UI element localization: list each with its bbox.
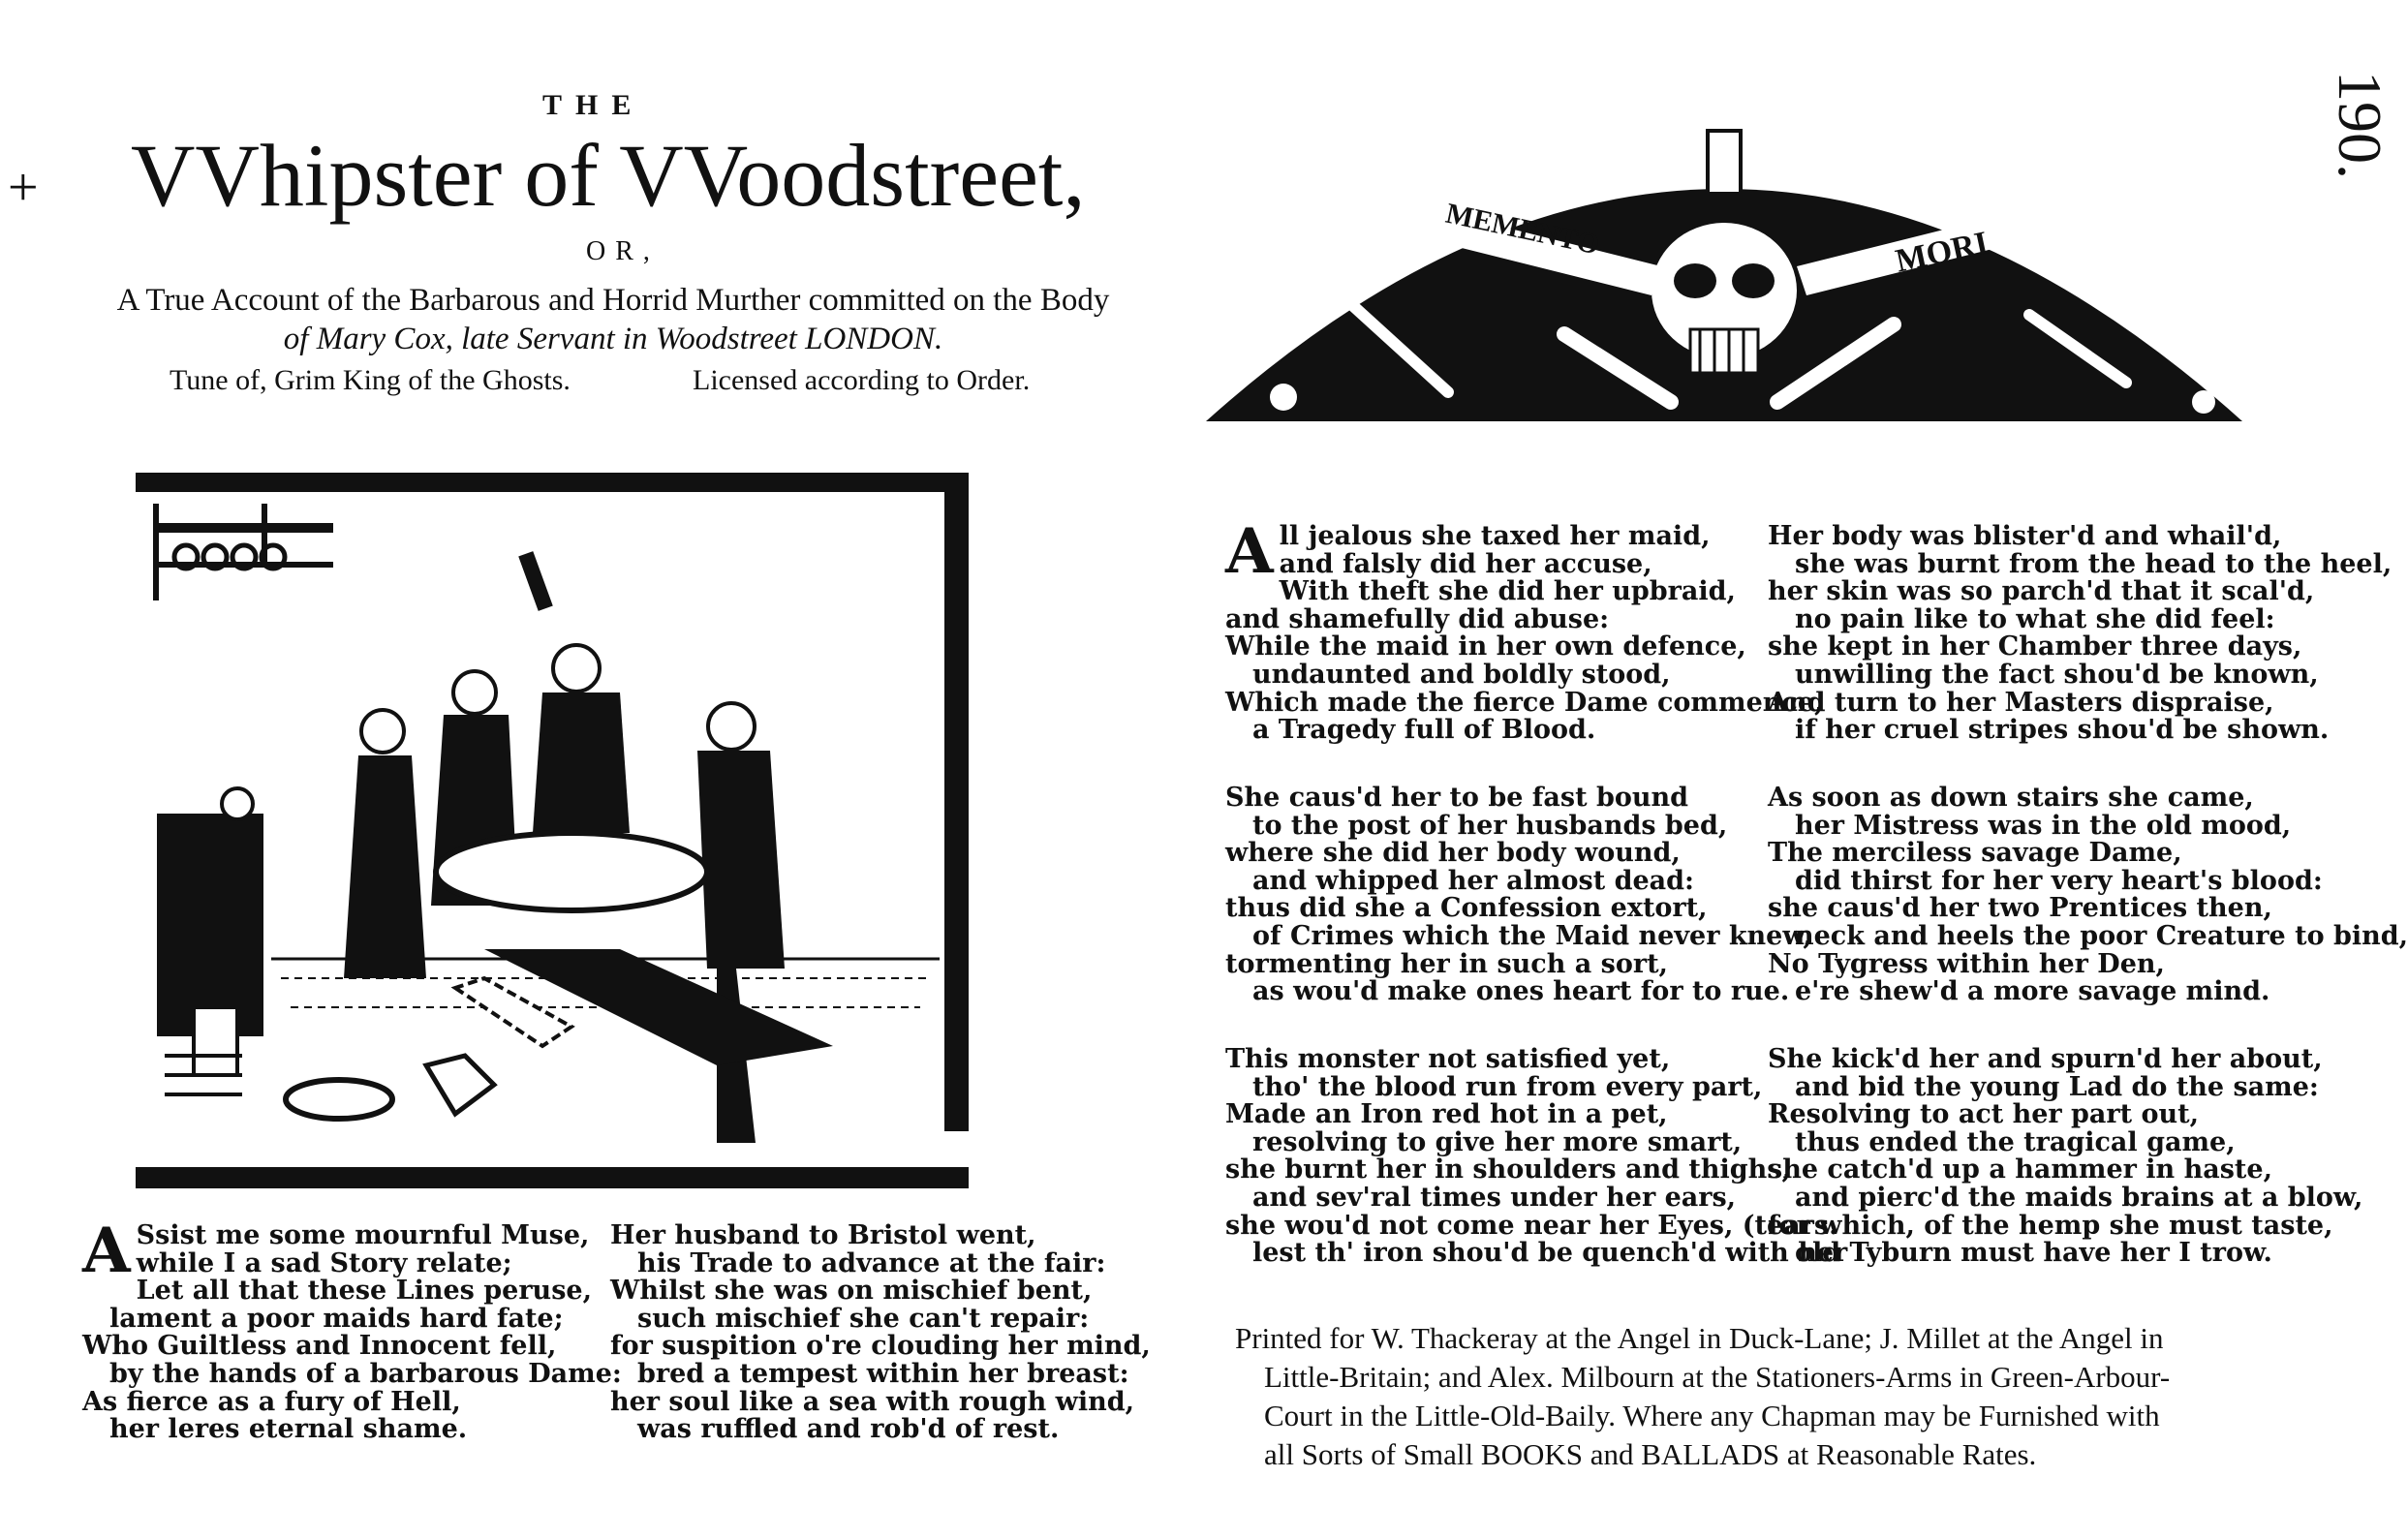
- stanza-line: for suspition o're clouding her mind,: [610, 1331, 1151, 1362]
- stanza-line: her soul like a sea with rough wind,: [610, 1386, 1135, 1417]
- woodcut-illustration: [136, 465, 969, 1206]
- stanza-4: [1768, 523, 2392, 745]
- stanza-5: [1225, 785, 1812, 1006]
- stanza-line: thus did she a Confession extort,: [1225, 893, 1708, 924]
- stanza-line: she caus'd her two Prentices then,: [1768, 893, 2272, 924]
- stanza-line: No Tygress within her Den,: [1768, 948, 2165, 979]
- stanza-line: tormenting her in such a sort,: [1225, 948, 1668, 979]
- stanza-line: and sev'ral times under her ears,: [1252, 1182, 1737, 1213]
- stanza-line: undaunted and boldly stood,: [1252, 659, 1671, 690]
- page-title: VVhipster of VVoodstreet,: [131, 126, 1086, 225]
- stanza-line: her leres eternal shame.: [109, 1414, 468, 1445]
- page-number: 190.: [2326, 71, 2394, 179]
- stanza-line: bred a tempest within her breast:: [637, 1358, 1129, 1389]
- stanza-line: her Mistress was in the old mood,: [1795, 810, 2292, 841]
- stanza-line: While the maid in her own defence,: [1225, 631, 1746, 662]
- stanza-line: she kept in her Chamber three days,: [1768, 631, 2302, 662]
- title-or: OR,: [586, 236, 660, 266]
- stanza-line: by the hands of a barbarous Dame:: [109, 1358, 622, 1389]
- stanza-line: and bid the young Lad do the same:: [1795, 1071, 2319, 1102]
- stanza-8: [1768, 1046, 2362, 1268]
- tune-line: Tune of, Grim King of the Ghosts.: [170, 364, 571, 396]
- stanza-line: Resolving to act her part out,: [1768, 1099, 2200, 1130]
- stanza-line: With theft she did her upbraid,: [1279, 576, 1736, 607]
- stanza-line: resolving to give her more smart,: [1252, 1126, 1743, 1157]
- stanza-line: Who Guiltless and Innocent fell,: [82, 1331, 557, 1362]
- stanza-line: if her cruel stripes shou'd be shown.: [1795, 715, 2330, 746]
- stanza-line: This monster not satisfied yet,: [1225, 1044, 1671, 1074]
- license-line: Licensed according to Order.: [693, 364, 1031, 396]
- stanza-line: for which, of the hemp she must taste,: [1768, 1210, 2333, 1241]
- stanza-line: And turn to her Masters dispraise,: [1768, 687, 2274, 718]
- stanza-line: lament a poor maids hard fate;: [109, 1303, 564, 1334]
- stanza-line: tho' the blood run from every part,: [1252, 1071, 1763, 1102]
- stanza-line: Her body was blister'd and whail'd,: [1768, 521, 2282, 551]
- stanza-line: no pain like to what she did feel:: [1795, 603, 2275, 634]
- stanza-line: She kick'd her and spurn'd her about,: [1768, 1044, 2323, 1074]
- stanza-line: she was burnt from the head to the heel,: [1795, 548, 2393, 579]
- stanza-line: neck and heels the poor Creature to bind,: [1795, 920, 2408, 951]
- printer-imprint: [1235, 1319, 2291, 1474]
- stanza-line: Ssist me some mournful Muse,: [136, 1220, 590, 1250]
- stanza-line: while I a sad Story relate;: [136, 1247, 512, 1278]
- stanza-7: [1225, 1046, 1847, 1268]
- stanza-line: thus ended the tragical game,: [1795, 1126, 2236, 1157]
- stanza-6: [1768, 785, 2408, 1006]
- banner-left-text: MEMENTO: [1442, 197, 1603, 262]
- stanza-line: where she did her body wound,: [1225, 838, 1681, 869]
- stanza-line: she catch'd up a hammer in haste,: [1768, 1154, 2272, 1185]
- stanza-line: did thirst for her very heart's blood:: [1795, 865, 2323, 896]
- stanza-line: and falsly did her accuse,: [1279, 548, 1652, 579]
- subtitle-line-1: A True Account of the Barbarous and Horrid Murther committed on the Body: [116, 283, 1110, 318]
- stanza-line: As fierce as a fury of Hell,: [82, 1386, 461, 1417]
- stanza-line: e're shew'd a more savage mind.: [1795, 976, 2270, 1007]
- banner-right-text: MORI: [1892, 225, 1991, 280]
- stanza-line: The merciless savage Dame,: [1768, 838, 2182, 869]
- stanza-line: Which made the fierce Dame commence,: [1225, 687, 1824, 718]
- stanza-line: his Trade to advance at the fair:: [637, 1247, 1106, 1278]
- stanza-line: lest th' iron shou'd be quench'd with her: [1252, 1238, 1848, 1269]
- stanza-line: As soon as down stairs she came,: [1768, 783, 2254, 813]
- stanza-line: such mischief she can't repair:: [637, 1303, 1090, 1334]
- stanza-line: Let all that these Lines peruse,: [136, 1276, 592, 1307]
- stanza-line: of Crimes which the Maid never knew,: [1252, 920, 1812, 951]
- stanza-line: a Tragedy full of Blood.: [1252, 715, 1596, 746]
- imprint-line-3: Court in the Little-Old-Baily. Where any Chapman may be Furnished with: [1264, 1399, 2160, 1432]
- title-article: THE: [542, 89, 645, 121]
- drop-cap: A: [82, 1215, 131, 1287]
- memento-mori-emblem: [1196, 121, 2252, 431]
- stanza-line: to the post of her husbands bed,: [1252, 810, 1728, 841]
- stanza-line: and shamefully did abuse:: [1225, 603, 1610, 634]
- stanza-line: her skin was so parch'd that it scal'd,: [1768, 576, 2315, 607]
- stanza-line: was ruffled and rob'd of rest.: [637, 1414, 1060, 1445]
- stanza-line: Her husband to Bristol went,: [610, 1220, 1036, 1250]
- stanza-line: and whipped her almost dead:: [1252, 865, 1694, 896]
- stanza-line: she burnt her in shoulders and thighs,: [1225, 1154, 1791, 1185]
- stanza-3: [1225, 515, 1824, 746]
- margin-mark: +: [8, 158, 39, 218]
- stanza-line: Whilst she was on mischief bent,: [610, 1276, 1093, 1307]
- stanza-line: old Tyburn must have her I trow.: [1795, 1238, 2272, 1269]
- imprint-line-2: Little-Britain; and Alex. Milbourn at the Stationers-Arms in Green-Arbour-: [1264, 1360, 2171, 1394]
- stanza-line: and pierc'd the maids brains at a blow,: [1795, 1182, 2363, 1213]
- stanza-line: ll jealous she taxed her maid,: [1279, 521, 1711, 551]
- stanza-line: she wou'd not come near her Eyes, (tears.: [1225, 1210, 1838, 1241]
- stanza-line: as wou'd make ones heart for to rue.: [1252, 976, 1790, 1007]
- imprint-line-4: all Sorts of Small BOOKS and BALLADS at Reasonable Rates.: [1264, 1437, 2037, 1471]
- stanza-line: unwilling the fact shou'd be known,: [1795, 659, 2319, 690]
- stanza-line: Made an Iron red hot in a pet,: [1225, 1099, 1668, 1130]
- drop-cap: A: [1225, 515, 1274, 588]
- subtitle-line-2: of Mary Cox, late Servant in Woodstreet LONDON.: [283, 322, 943, 356]
- stanza-2: [610, 1222, 1151, 1444]
- imprint-line-1: Printed for W. Thackeray at the Angel in Duck-Lane; J. Millet at the Angel in: [1235, 1321, 2164, 1355]
- subtitle: [85, 281, 1141, 358]
- stanza-line: She caus'd her to be fast bound: [1225, 783, 1688, 813]
- stanza-1: [82, 1215, 622, 1445]
